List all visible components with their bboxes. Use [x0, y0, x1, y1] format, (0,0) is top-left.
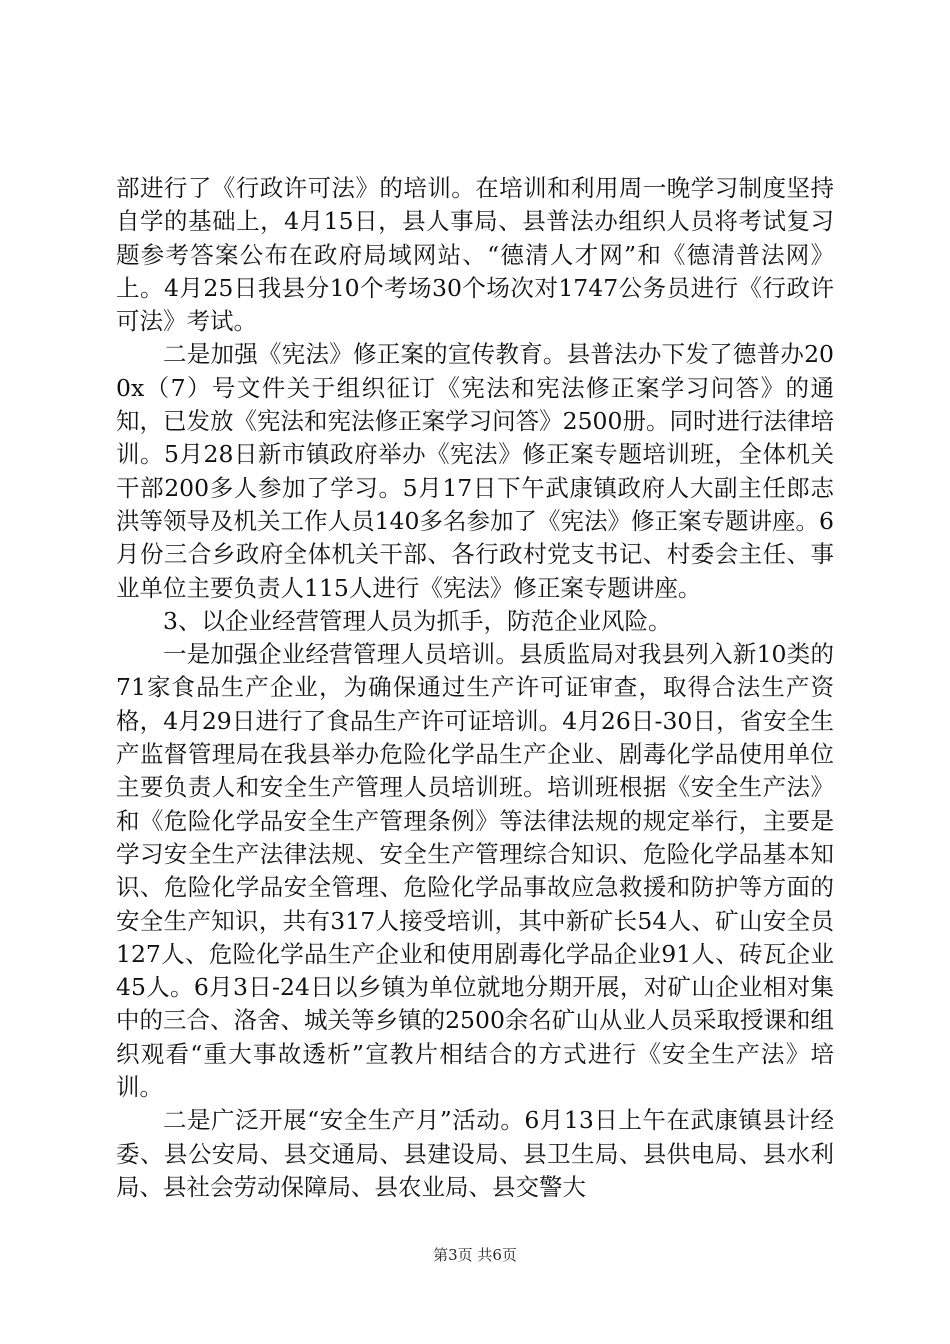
page-number-footer: 第3页 共6页	[433, 1246, 517, 1264]
paragraph-constitution-education: 二是加强《宪法》修正案的宣传教育。县普法办下发了德普办200x（7）号文件关于组织征订《宪法和宪法修正案学习问答》的通知，已发放《宪法和宪法修正案学习问答》2500册。同时进行法律培训。5月28日新市镇政府举办《宪法》修正案专题培训班，全体机关干部200多人参加了学习。5月17日下午武康镇政府人大副主任郎志洪等领导及机关工作人员140多名参加了《宪法》修正案专题讲座。6月份三合乡政府全体机关干部、各行政村党支书记、村委会主任、事业单位主要负责人115人进行《宪法》修正案专题讲座。	[116, 340, 834, 602]
section-heading-enterprise: 3、以企业经营管理人员为抓手，防范企业风险。	[163, 606, 672, 635]
document-body	[116, 172, 834, 1204]
paragraph-enterprise-training: 一是加强企业经营管理人员培训。县质监局对我县列入新10类的71家食品生产企业，为确保通过生产许可证审查，取得合法生产资格，4月29日进行了食品生产许可证培训。4月26日-30日，省安全生产监督管理局在我县举办危险化学品生产企业、剧毒化学品使用单位主要负责人和安全生产管理人员培训班。培训班根据《安全生产法》和《危险化学品安全生产管理条例》等法律法规的规定举行，主要是学习安全生产法律法规、安全生产管理综合知识、危险化学品基本知识、危险化学品安全管理、危险化学品事故应急救援和防护等方面的安全生产知识，共有317人接受培训，其中新矿长54人、矿山安全员127人、危险化学品生产企业和使用剧毒化学品企业91人、砖瓦企业45人。6月3日-24日以乡镇为单位就地分期开展，对矿山企业相对集中的三合、洛舍、城关等乡镇的2500余名矿山从业人员采取授课和组织观看“重大事故透析”宣教片相结合的方式进行《安全生产法》培训。	[116, 640, 834, 1102]
paragraph-continuation: 部进行了《行政许可法》的培训。在培训和利用周一晚学习制度坚持自学的基础上，4月15日，县人事局、县普法办组织人员将考试复习题参考答案公布在政府局域网站、“德清人才网”和《德清普法网》上。4月25日我县分10个考场30个场次对1747公务员进行《行政许可法》考试。	[116, 174, 834, 336]
paragraph-safety-month: 二是广泛开展“安全生产月”活动。6月13日上午在武康镇县计经委、县公安局、县交通局、县建设局、县卫生局、县供电局、县水利局、县社会劳动保障局、县农业局、县交警大	[116, 1106, 834, 1201]
